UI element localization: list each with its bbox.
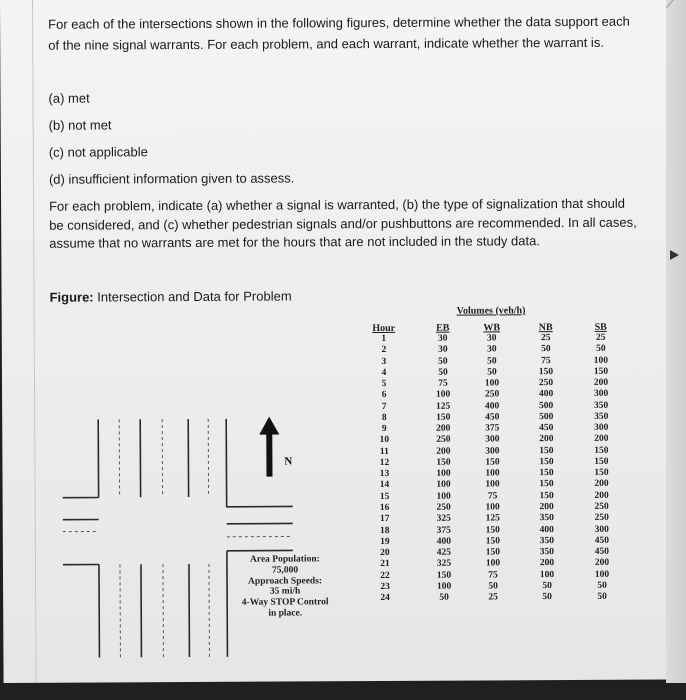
info-speed-value: 35 mi/h	[269, 586, 301, 597]
wb-column	[475, 322, 510, 604]
nb-cell: 200	[539, 434, 554, 445]
nb-cell: 50	[541, 344, 551, 355]
eb-cell: 100	[436, 468, 451, 479]
instructions-paragraph: For each problem, indicate (a) whether a signal is warranted, (b) the type of signalization that should be considered, and (c) whether pedestrian signals and/or pushbuttons are recommended. In all cases, assume that no warrants are met for the hours that are not included in the study data.	[49, 195, 637, 251]
sb-cell: 300	[594, 422, 609, 434]
eb-cell: 30	[438, 344, 448, 355]
nb-cell: 50	[542, 592, 552, 603]
info-population-label: Area Population:	[250, 554, 320, 565]
eb-cell: 200	[436, 446, 451, 457]
nb-cell: 450	[539, 423, 554, 434]
page-edge	[666, 0, 686, 700]
eb-cell: 150	[436, 570, 452, 581]
hours-cell: 18	[380, 525, 390, 536]
hours-cell: 23	[380, 581, 390, 592]
info-control-value: in place.	[268, 608, 303, 619]
nb-header: NB	[538, 322, 553, 334]
eb-cell: 30	[438, 333, 448, 344]
wb-cell: 50	[487, 355, 497, 366]
hours-cell: 22	[380, 570, 390, 581]
wb-cell: 150	[485, 457, 500, 468]
nb-cell: 150	[539, 457, 554, 468]
hours-cell: 24	[380, 593, 390, 604]
eb-cell: 250	[436, 435, 451, 446]
intro-paragraph	[48, 11, 638, 56]
sb-cell: 100	[594, 569, 610, 580]
wb-cell: 150	[485, 524, 500, 535]
sb-cell: 50	[597, 591, 607, 602]
sb-cell: 150	[593, 366, 609, 377]
nb-cell: 200	[539, 502, 554, 513]
nb-cell: 400	[538, 389, 554, 400]
eb-cell: 100	[435, 389, 451, 401]
eb-cell: 150	[436, 457, 451, 468]
wb-cell: 100	[485, 479, 500, 490]
eb-cell: 100	[436, 581, 452, 592]
eb-cell: 75	[438, 378, 448, 389]
wb-cell: 50	[488, 581, 498, 592]
sb-cell: 200	[593, 377, 609, 388]
sb-header: SB	[594, 321, 607, 333]
hours-cell: 7	[381, 401, 387, 412]
wb-cell: 150	[485, 536, 500, 547]
eb-cell: 400	[436, 536, 451, 547]
nb-cell: 100	[539, 569, 555, 580]
sb-cell: 50	[596, 344, 606, 355]
sb-cell: 250	[594, 513, 609, 524]
sb-cell: 350	[593, 400, 609, 411]
nb-cell: 500	[539, 411, 554, 423]
wb-cell: 125	[485, 513, 500, 524]
wb-cell: 100	[484, 378, 500, 389]
nb-cell: 75	[541, 355, 551, 366]
road-edge-east-top	[227, 493, 293, 506]
info-population-value: 75,000	[271, 565, 299, 576]
hours-cell: 8	[381, 412, 387, 423]
eb-header: EB	[436, 322, 450, 334]
wb-cell: 75	[488, 569, 498, 581]
eb-cell: 250	[436, 502, 451, 513]
wb-cell: 400	[484, 400, 500, 412]
wb-cell: 250	[484, 389, 500, 400]
option-d: (d) insufficient information given to assess.	[48, 170, 295, 187]
eb-cell: 125	[435, 401, 451, 412]
hours-cell: 12	[379, 457, 390, 468]
info-control-label: 4-Way STOP Control	[241, 597, 329, 608]
wb-cell: 25	[488, 592, 498, 603]
north-label: N	[284, 455, 293, 468]
eb-cell: 100	[436, 491, 451, 502]
sb-cell: 300	[594, 524, 609, 535]
sb-cell: 100	[593, 355, 609, 366]
hours-cell: 9	[381, 424, 387, 435]
nb-cell: 150	[538, 366, 554, 377]
wb-cell: 30	[487, 333, 497, 344]
eb-cell: 150	[436, 412, 451, 423]
wb-cell: 150	[485, 547, 501, 558]
hours-cell: 15	[379, 491, 390, 502]
option-a: (a) met	[48, 90, 90, 106]
nb-cell: 500	[538, 400, 554, 411]
eb-cell: 50	[438, 356, 448, 367]
wb-cell: 100	[485, 468, 500, 479]
wb-header: WB	[483, 322, 501, 334]
sb-cell: 450	[594, 535, 609, 546]
hour-column	[367, 323, 402, 605]
hours-cell: 6	[381, 390, 387, 401]
road-edge-right-bottom	[227, 551, 228, 657]
nb-cell: 150	[539, 479, 554, 490]
margin-line	[32, 0, 37, 683]
sb-cell: 450	[594, 546, 610, 557]
eb-cell: 100	[436, 480, 451, 491]
bottom-bar	[0, 683, 686, 700]
hours-cell: 17	[379, 514, 390, 525]
hours-cell: 1	[381, 333, 387, 345]
option-c: (c) not applicable	[48, 144, 148, 160]
nb-cell: 350	[539, 513, 554, 524]
sb-cell: 150	[594, 445, 609, 456]
nb-cell: 350	[539, 547, 555, 558]
figure-caption	[50, 288, 292, 304]
sb-cell: 200	[594, 490, 609, 501]
wb-cell: 30	[487, 344, 497, 355]
hours-cell: 14	[379, 480, 390, 491]
nb-cell: 150	[539, 490, 554, 501]
wb-cell: 100	[485, 558, 501, 569]
nb-cell: 350	[539, 535, 554, 546]
nb-cell: 25	[541, 333, 551, 344]
wb-cell: 300	[485, 434, 500, 445]
wb-cell: 100	[485, 502, 500, 513]
eb-cell: 425	[436, 547, 452, 558]
nb-cell: 150	[539, 468, 554, 479]
hours-cell: 20	[380, 548, 390, 559]
info-speed-label: Approach Speeds:	[248, 575, 323, 587]
nb-cell: 250	[538, 378, 554, 389]
eb-column	[426, 323, 461, 605]
intro-text: For each of the intersections shown in the following figures, determine whether the data support each of the nine signal warrants. For each problem, and each warrant, indicate whether the warrant is.	[48, 13, 630, 53]
volumes-title: Volumes (veh/h)	[456, 305, 526, 317]
figure-label: Figure:	[49, 289, 94, 305]
option-b: (b) not met	[48, 117, 112, 133]
hours-cell: 19	[380, 536, 390, 547]
intersection-info-box	[235, 554, 335, 619]
hours-cell: 11	[379, 446, 389, 457]
sb-cell: 50	[597, 580, 607, 591]
sb-cell: 300	[593, 389, 609, 400]
north-arrow-icon	[259, 417, 279, 477]
wb-cell: 450	[485, 412, 500, 423]
wb-cell: 75	[487, 491, 498, 502]
hours-cell: 2	[381, 345, 387, 356]
hours-cell: 21	[380, 559, 390, 570]
wb-cell: 375	[485, 423, 500, 434]
hours-cell: 13	[379, 469, 390, 480]
nb-cell: 200	[539, 558, 555, 569]
nb-column	[529, 322, 564, 604]
eb-cell: 325	[436, 558, 452, 570]
eb-cell: 200	[436, 423, 451, 434]
pointer-icon	[670, 250, 679, 260]
intersection-diagram	[62, 408, 353, 665]
sb-cell: 200	[594, 434, 609, 445]
sb-column	[584, 322, 619, 604]
eb-cell: 325	[436, 513, 451, 524]
hour-header: Hour	[372, 322, 396, 335]
sb-cell: 200	[594, 558, 610, 569]
nb-cell: 50	[542, 580, 552, 592]
nb-cell: 150	[539, 445, 554, 456]
eb-cell: 375	[436, 525, 451, 536]
hours-cell: 10	[379, 435, 390, 446]
sb-cell: 150	[594, 468, 609, 479]
sb-cell: 25	[596, 332, 606, 343]
eb-cell: 50	[439, 592, 449, 603]
hours-cell: 16	[379, 502, 390, 514]
nb-cell: 400	[539, 524, 554, 535]
sb-cell: 150	[594, 456, 609, 467]
sb-cell: 350	[594, 411, 609, 422]
hours-cell: 3	[381, 356, 387, 367]
hours-cell: 4	[381, 367, 387, 378]
wb-cell: 300	[485, 446, 500, 457]
hours-cell: 5	[381, 379, 387, 390]
eb-cell: 50	[438, 367, 448, 378]
wb-cell: 50	[487, 367, 497, 378]
sb-cell: 200	[594, 479, 609, 490]
figure-title: Intersection and Data for Problem	[97, 288, 292, 305]
sb-cell: 250	[594, 501, 609, 512]
